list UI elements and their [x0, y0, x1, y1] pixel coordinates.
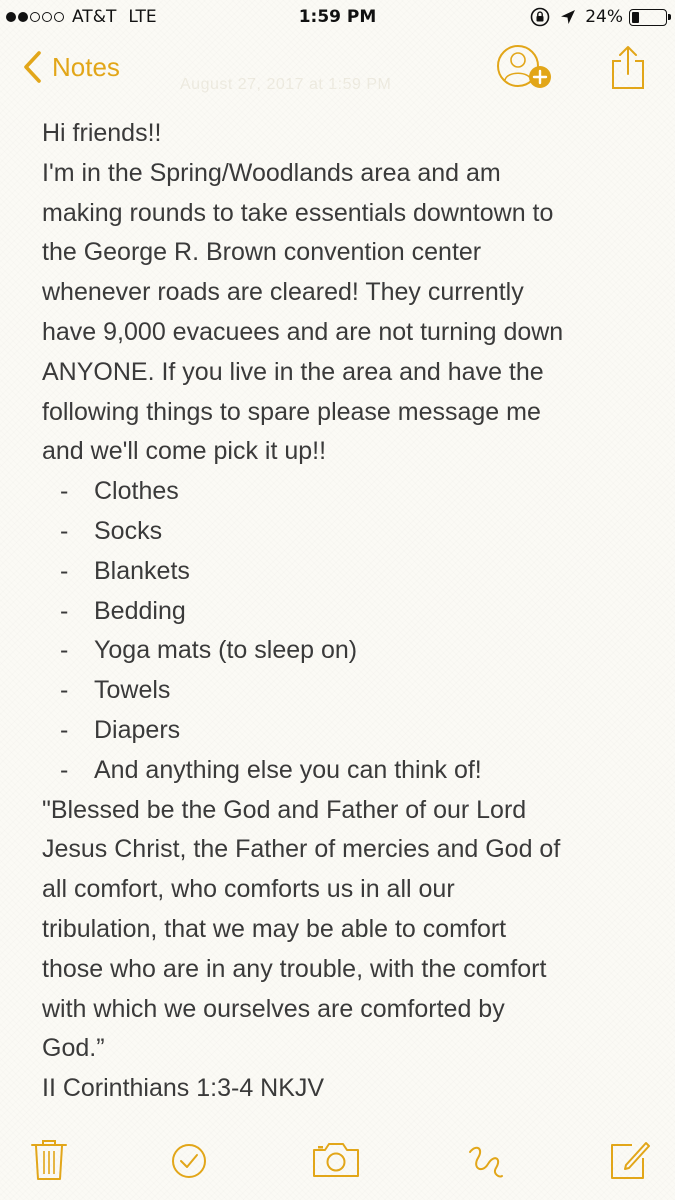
nav-bar — [0, 40, 675, 100]
list-item — [42, 512, 657, 552]
battery-fill — [632, 12, 639, 23]
quote-line: God.” — [42, 1034, 105, 1063]
list-item — [42, 592, 657, 632]
note-line: following things to spare please message me — [42, 397, 541, 426]
quote-line: Jesus Christ, the Father of mercies and God of — [42, 835, 561, 864]
location-arrow-icon — [559, 8, 577, 26]
note-date: August 27, 2017 at 1:59 PM — [180, 76, 392, 93]
status-right — [529, 6, 667, 28]
note-line: Hi friends!! — [42, 119, 162, 147]
quote-line: all comfort, who comforts us in all our — [42, 875, 455, 904]
list-item-text: And anything else you can think of! — [94, 755, 482, 784]
camera-button[interactable] — [310, 1136, 362, 1182]
share-button[interactable] — [608, 44, 648, 92]
note-line: making rounds to take essentials downtown to — [42, 198, 554, 227]
back-button[interactable] — [22, 50, 120, 84]
list-item — [42, 472, 657, 512]
note-line: ANYONE. If you live in the area and have the — [42, 357, 544, 386]
battery-icon — [629, 9, 667, 26]
list-marker: - — [60, 596, 69, 625]
scripture-reference: II Corinthians 1:3-4 NKJV — [42, 1074, 325, 1103]
battery-tip — [668, 14, 671, 20]
list-item-text: Towels — [94, 676, 171, 705]
quote-line: tribulation, that we may be able to comfort — [42, 914, 507, 943]
quote-line: "Blessed be the God and Father of our Lord — [42, 795, 527, 824]
list-item — [42, 671, 657, 711]
list-item — [42, 751, 657, 791]
list-marker: - — [60, 556, 69, 585]
list-item-text: Blankets — [94, 556, 190, 585]
status-bar — [0, 0, 675, 36]
list-item-text: Clothes — [94, 477, 179, 506]
compose-button[interactable] — [606, 1136, 652, 1182]
list-item — [42, 552, 657, 592]
compose-icon — [606, 1136, 652, 1182]
carrier-name: AT&T — [72, 7, 117, 27]
camera-icon — [310, 1136, 362, 1182]
list-item — [42, 631, 657, 671]
quote-line: those who are in any trouble, with the comfort — [42, 954, 547, 983]
list-marker: - — [60, 477, 69, 506]
back-label: Notes — [52, 51, 120, 82]
list-marker: - — [60, 755, 69, 784]
status-time: 1:59 PM — [298, 7, 377, 27]
list-marker: - — [60, 636, 69, 665]
trash-icon — [26, 1136, 72, 1182]
list-item-text: Bedding — [94, 596, 186, 625]
list-item-text: Yoga mats (to sleep on) — [94, 636, 358, 665]
battery-percent: 24% — [585, 7, 623, 27]
list-item-text: Socks — [94, 516, 163, 545]
delete-button[interactable] — [26, 1136, 72, 1182]
add-person-icon — [496, 43, 556, 93]
sketch-icon — [462, 1136, 508, 1182]
note-body[interactable] — [42, 114, 657, 1109]
note-line: and we'll come pick it up!! — [42, 437, 327, 466]
add-people-button[interactable] — [496, 43, 556, 93]
chevron-left-icon — [22, 50, 42, 84]
rotation-lock-icon — [529, 6, 551, 28]
list-item-text: Diapers — [94, 715, 181, 744]
list-item — [42, 711, 657, 751]
note-line: have 9,000 evacuees and are not turning down — [42, 317, 564, 346]
checklist-icon — [166, 1136, 212, 1182]
list-marker: - — [60, 715, 69, 744]
checklist-button[interactable] — [166, 1136, 212, 1182]
note-line: whenever roads are cleared! They currently — [42, 278, 524, 307]
note-line: the George R. Brown convention center — [42, 238, 482, 267]
bottom-toolbar — [0, 1136, 675, 1196]
share-icon — [608, 44, 648, 92]
note-line: I'm in the Spring/Woodlands area and am — [42, 158, 501, 187]
sketch-button[interactable] — [462, 1136, 508, 1182]
network-type: LTE — [128, 7, 157, 27]
list-marker: - — [60, 676, 69, 705]
list-marker: - — [60, 516, 69, 545]
quote-line: with which we ourselves are comforted by — [42, 994, 505, 1023]
